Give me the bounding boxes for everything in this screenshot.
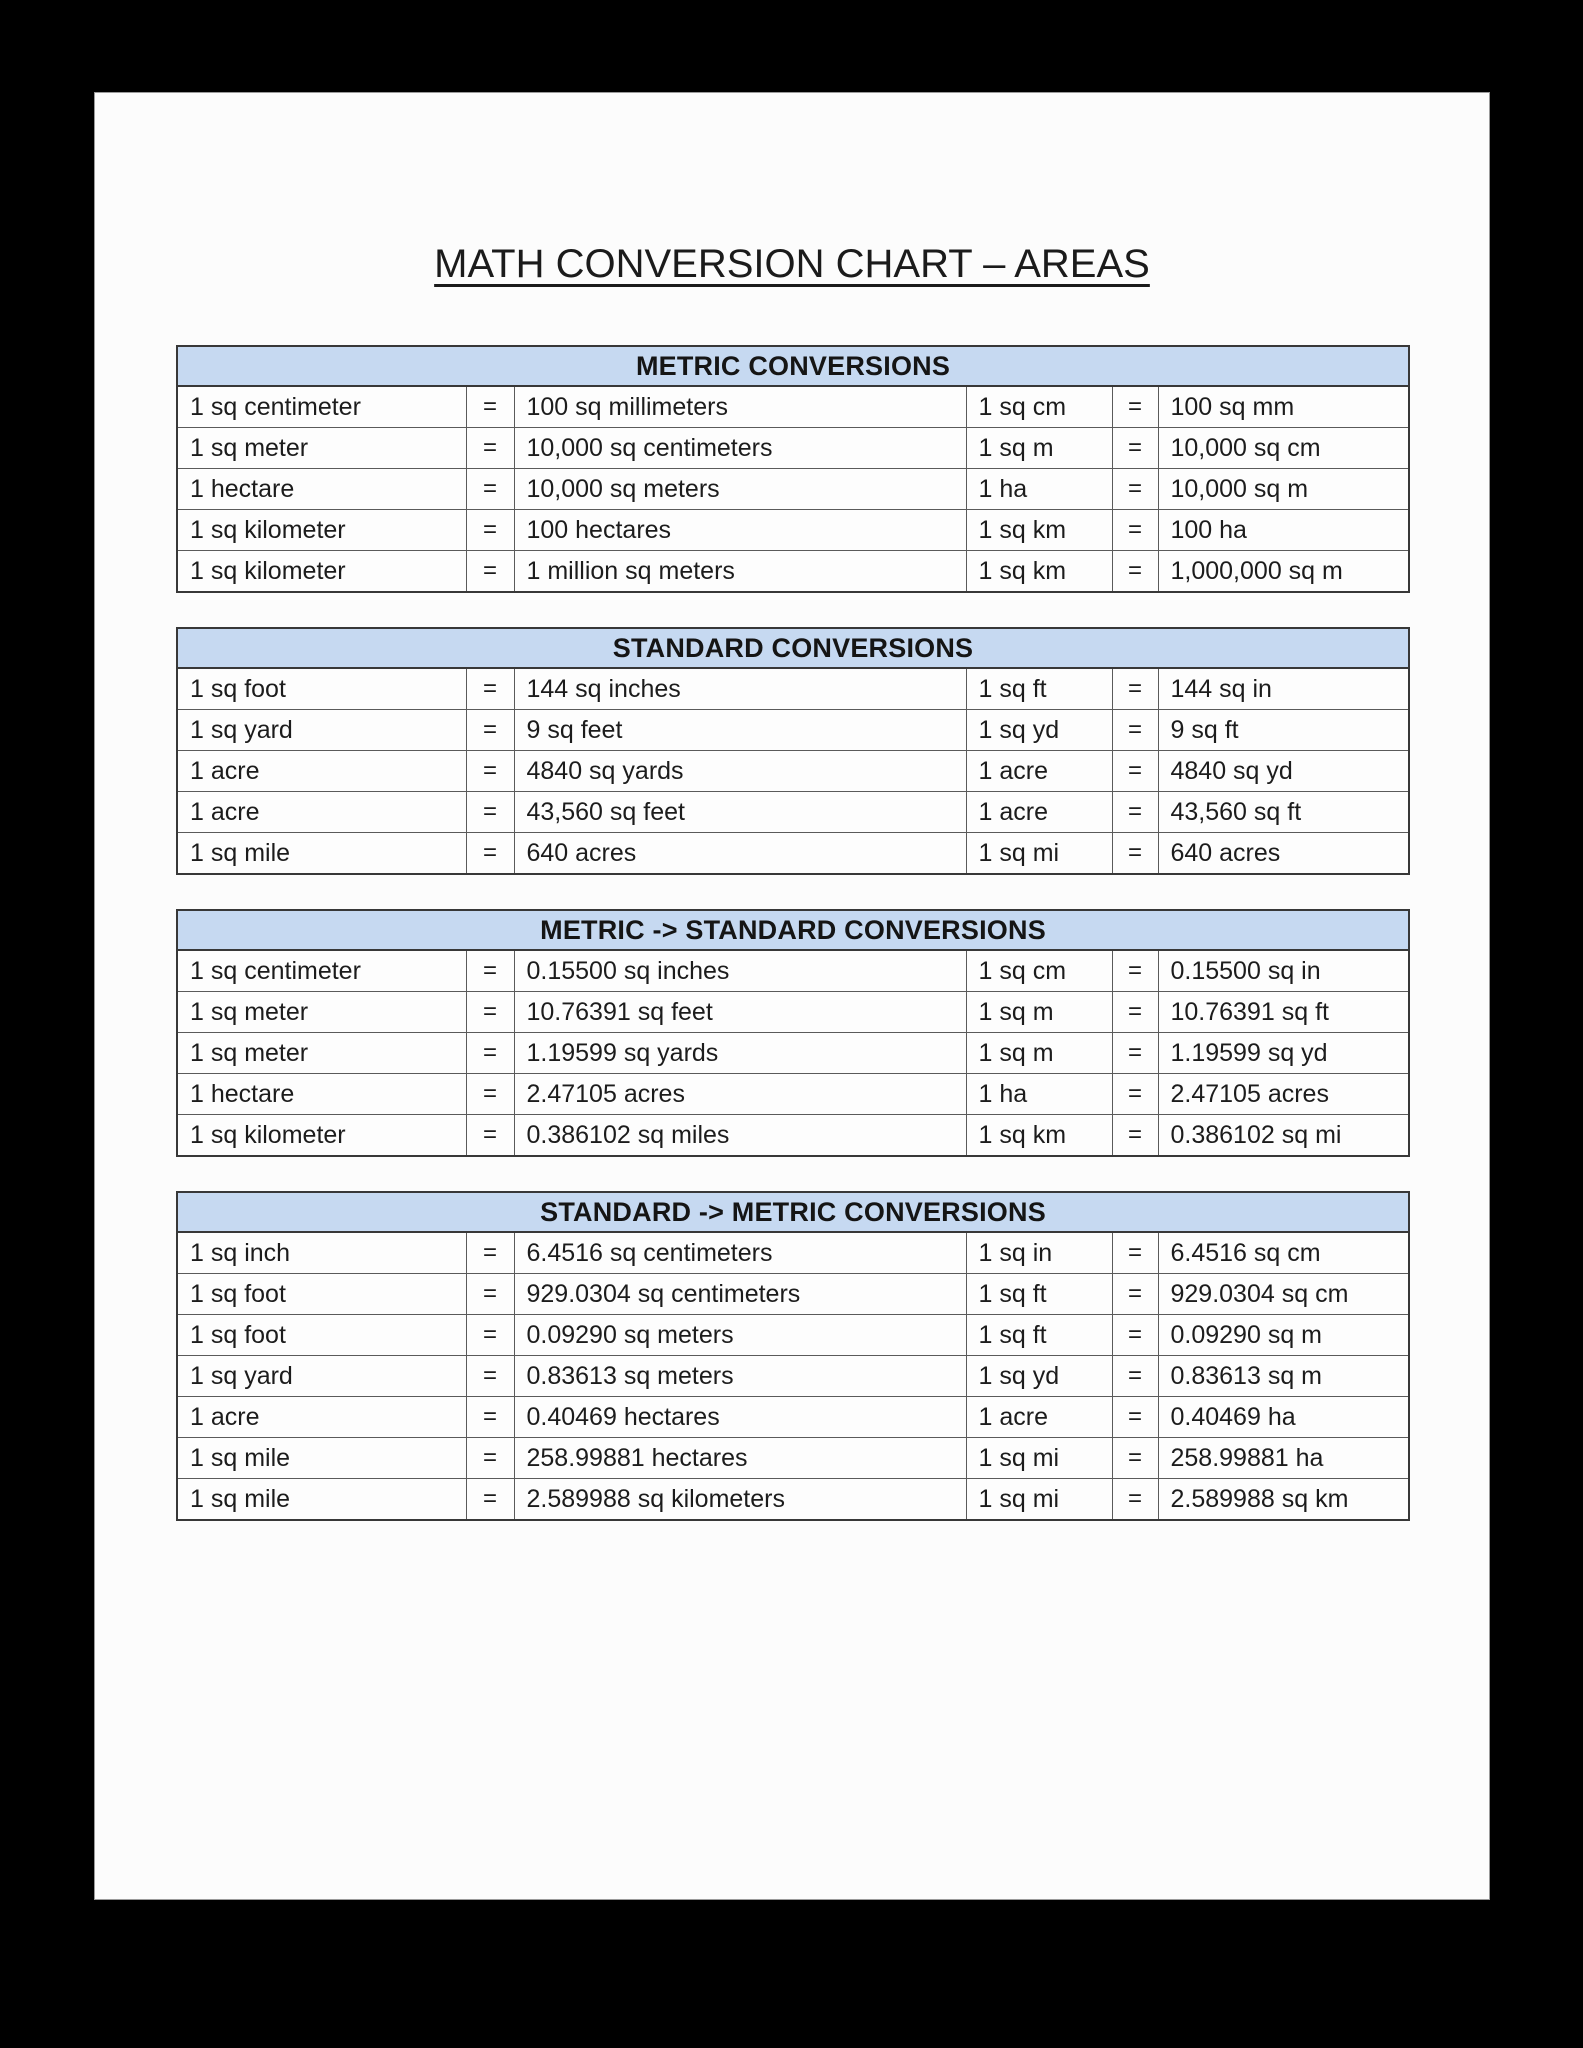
unit-cell: 1 sq meter [177,1033,466,1074]
abbr-unit-cell: 1 acre [966,751,1112,792]
equals-sign: = [1112,469,1158,510]
equals-sign: = [466,1115,514,1157]
unit-cell: 1 sq mile [177,1438,466,1479]
equals-sign: = [1112,1356,1158,1397]
unit-cell: 1 hectare [177,1074,466,1115]
abbr-unit-cell: 1 sq m [966,992,1112,1033]
equals-sign: = [1112,386,1158,428]
equals-sign: = [1112,1315,1158,1356]
equals-sign: = [1112,1479,1158,1521]
table-row [177,510,1409,551]
equals-sign: = [466,1274,514,1315]
table-row [177,1397,1409,1438]
unit-cell: 1 sq kilometer [177,551,466,593]
table-header: METRIC CONVERSIONS [177,346,1409,386]
value-cell: 258.99881 hectares [514,1438,966,1479]
value-cell: 43,560 sq feet [514,792,966,833]
value-cell: 2.47105 acres [514,1074,966,1115]
value-cell: 4840 sq yards [514,751,966,792]
unit-cell: 1 sq meter [177,428,466,469]
unit-cell: 1 sq centimeter [177,386,466,428]
equals-sign: = [466,792,514,833]
standard-conversions-table [176,627,1410,875]
table-row [177,710,1409,751]
equals-sign: = [466,710,514,751]
value-cell: 6.4516 sq centimeters [514,1232,966,1274]
metric-to-standard-conversions-table [176,909,1410,1157]
abbr-unit-cell: 1 acre [966,1397,1112,1438]
table-header: STANDARD CONVERSIONS [177,628,1409,668]
conversion-tables-container [176,345,1408,1521]
value-cell: 10.76391 sq feet [514,992,966,1033]
value-cell: 0.83613 sq meters [514,1356,966,1397]
value-cell: 144 sq inches [514,668,966,710]
table-row [177,386,1409,428]
unit-cell: 1 sq kilometer [177,1115,466,1157]
abbr-unit-cell: 1 sq yd [966,710,1112,751]
abbr-unit-cell: 1 ha [966,1074,1112,1115]
value-cell: 10,000 sq centimeters [514,428,966,469]
abbr-value-cell: 144 sq in [1158,668,1409,710]
abbr-value-cell: 10,000 sq m [1158,469,1409,510]
value-cell: 0.40469 hectares [514,1397,966,1438]
abbr-value-cell: 10,000 sq cm [1158,428,1409,469]
table-row [177,1232,1409,1274]
abbr-unit-cell: 1 sq mi [966,833,1112,875]
value-cell: 100 sq millimeters [514,386,966,428]
table-row [177,1356,1409,1397]
equals-sign: = [466,1315,514,1356]
equals-sign: = [466,833,514,875]
unit-cell: 1 sq foot [177,1274,466,1315]
table-body [177,950,1409,1156]
unit-cell: 1 sq mile [177,833,466,875]
unit-cell: 1 acre [177,751,466,792]
abbr-value-cell: 0.386102 sq mi [1158,1115,1409,1157]
document-page [94,92,1490,1900]
abbr-value-cell: 929.0304 sq cm [1158,1274,1409,1315]
equals-sign: = [466,510,514,551]
unit-cell: 1 sq mile [177,1479,466,1521]
table-row [177,428,1409,469]
abbr-value-cell: 100 sq mm [1158,386,1409,428]
abbr-unit-cell: 1 sq cm [966,386,1112,428]
abbr-value-cell: 640 acres [1158,833,1409,875]
table-row [177,1274,1409,1315]
equals-sign: = [1112,668,1158,710]
value-cell: 2.589988 sq kilometers [514,1479,966,1521]
equals-sign: = [466,1479,514,1521]
equals-sign: = [466,428,514,469]
equals-sign: = [466,469,514,510]
equals-sign: = [1112,1274,1158,1315]
table-row [177,1315,1409,1356]
abbr-value-cell: 9 sq ft [1158,710,1409,751]
table-row [177,1033,1409,1074]
table-row [177,668,1409,710]
abbr-value-cell: 4840 sq yd [1158,751,1409,792]
equals-sign: = [466,1232,514,1274]
unit-cell: 1 sq yard [177,1356,466,1397]
abbr-unit-cell: 1 sq km [966,1115,1112,1157]
table-body [177,386,1409,592]
equals-sign: = [466,1033,514,1074]
equals-sign: = [1112,710,1158,751]
equals-sign: = [1112,992,1158,1033]
equals-sign: = [1112,751,1158,792]
value-cell: 9 sq feet [514,710,966,751]
abbr-unit-cell: 1 sq mi [966,1438,1112,1479]
abbr-value-cell: 0.83613 sq m [1158,1356,1409,1397]
value-cell: 0.09290 sq meters [514,1315,966,1356]
unit-cell: 1 sq inch [177,1232,466,1274]
abbr-unit-cell: 1 sq km [966,551,1112,593]
equals-sign: = [466,751,514,792]
equals-sign: = [466,386,514,428]
abbr-unit-cell: 1 sq m [966,428,1112,469]
value-cell: 640 acres [514,833,966,875]
unit-cell: 1 acre [177,792,466,833]
page-title [94,242,1490,287]
abbr-value-cell: 1.19599 sq yd [1158,1033,1409,1074]
table-row [177,551,1409,593]
equals-sign: = [1112,1438,1158,1479]
table-row [177,1074,1409,1115]
unit-cell: 1 sq foot [177,1315,466,1356]
table-row [177,751,1409,792]
unit-cell: 1 sq kilometer [177,510,466,551]
metric-conversions-table [176,345,1410,593]
abbr-value-cell: 100 ha [1158,510,1409,551]
unit-cell: 1 sq centimeter [177,950,466,992]
equals-sign: = [1112,428,1158,469]
abbr-unit-cell: 1 sq cm [966,950,1112,992]
equals-sign: = [1112,1115,1158,1157]
abbr-value-cell: 0.15500 sq in [1158,950,1409,992]
abbr-unit-cell: 1 sq in [966,1232,1112,1274]
table-row [177,469,1409,510]
value-cell: 100 hectares [514,510,966,551]
table-row [177,1438,1409,1479]
abbr-value-cell: 6.4516 sq cm [1158,1232,1409,1274]
unit-cell: 1 hectare [177,469,466,510]
abbr-unit-cell: 1 acre [966,792,1112,833]
abbr-unit-cell: 1 sq ft [966,1315,1112,1356]
abbr-value-cell: 2.589988 sq km [1158,1479,1409,1521]
table-row [177,1115,1409,1157]
equals-sign: = [1112,1397,1158,1438]
equals-sign: = [1112,792,1158,833]
table-header: STANDARD -> METRIC CONVERSIONS [177,1192,1409,1232]
abbr-unit-cell: 1 ha [966,469,1112,510]
abbr-unit-cell: 1 sq km [966,510,1112,551]
abbr-value-cell: 43,560 sq ft [1158,792,1409,833]
value-cell: 0.386102 sq miles [514,1115,966,1157]
equals-sign: = [466,551,514,593]
unit-cell: 1 sq meter [177,992,466,1033]
equals-sign: = [466,992,514,1033]
value-cell: 1 million sq meters [514,551,966,593]
equals-sign: = [466,1397,514,1438]
abbr-value-cell: 0.09290 sq m [1158,1315,1409,1356]
table-row [177,950,1409,992]
equals-sign: = [1112,510,1158,551]
equals-sign: = [1112,1074,1158,1115]
page-title-text: MATH CONVERSION CHART – AREAS [434,242,1150,286]
value-cell: 1.19599 sq yards [514,1033,966,1074]
equals-sign: = [466,1356,514,1397]
abbr-value-cell: 10.76391 sq ft [1158,992,1409,1033]
equals-sign: = [1112,833,1158,875]
equals-sign: = [466,1438,514,1479]
abbr-unit-cell: 1 sq ft [966,1274,1112,1315]
unit-cell: 1 sq yard [177,710,466,751]
equals-sign: = [466,1074,514,1115]
value-cell: 929.0304 sq centimeters [514,1274,966,1315]
abbr-unit-cell: 1 sq m [966,1033,1112,1074]
table-row [177,792,1409,833]
abbr-value-cell: 258.99881 ha [1158,1438,1409,1479]
abbr-value-cell: 1,000,000 sq m [1158,551,1409,593]
table-row [177,1479,1409,1521]
value-cell: 0.15500 sq inches [514,950,966,992]
unit-cell: 1 acre [177,1397,466,1438]
abbr-unit-cell: 1 sq mi [966,1479,1112,1521]
abbr-unit-cell: 1 sq ft [966,668,1112,710]
equals-sign: = [466,668,514,710]
table-row [177,833,1409,875]
table-body [177,1232,1409,1520]
table-row [177,992,1409,1033]
standard-to-metric-conversions-table [176,1191,1410,1521]
equals-sign: = [1112,1232,1158,1274]
abbr-unit-cell: 1 sq yd [966,1356,1112,1397]
table-body [177,668,1409,874]
equals-sign: = [1112,1033,1158,1074]
unit-cell: 1 sq foot [177,668,466,710]
equals-sign: = [466,950,514,992]
equals-sign: = [1112,950,1158,992]
table-header: METRIC -> STANDARD CONVERSIONS [177,910,1409,950]
abbr-value-cell: 2.47105 acres [1158,1074,1409,1115]
abbr-value-cell: 0.40469 ha [1158,1397,1409,1438]
value-cell: 10,000 sq meters [514,469,966,510]
equals-sign: = [1112,551,1158,593]
